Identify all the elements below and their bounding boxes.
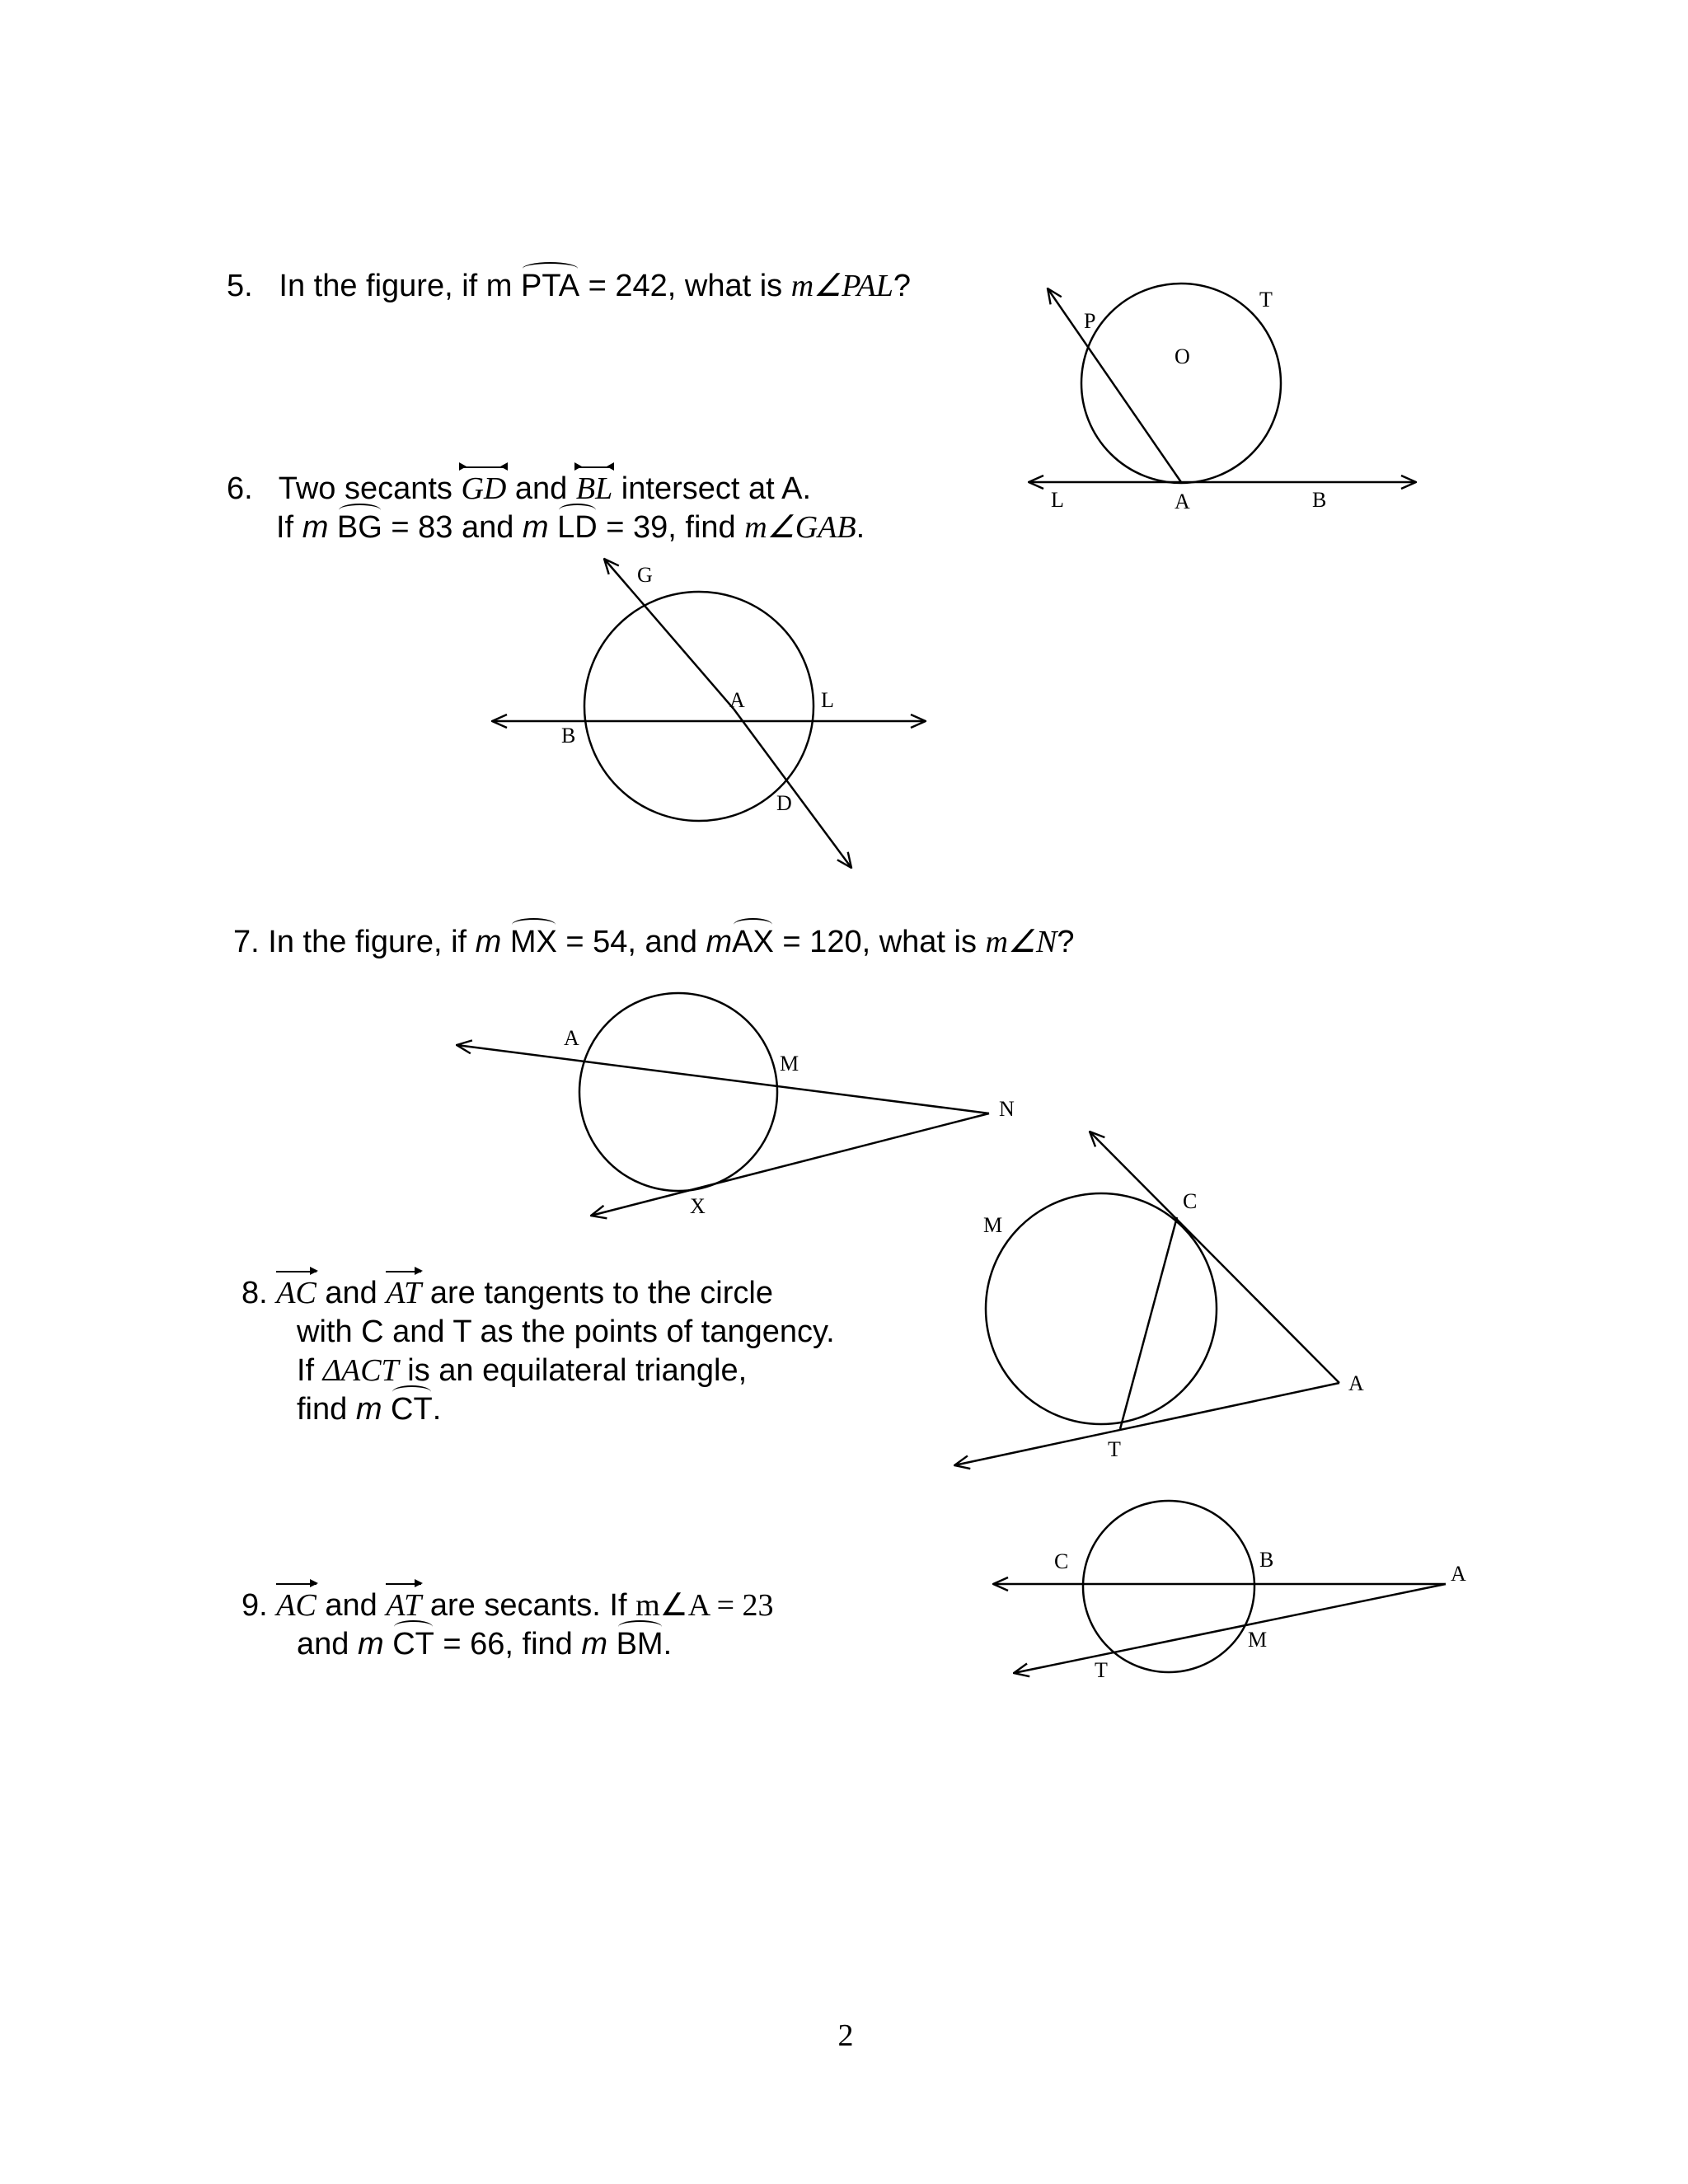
label-t: T [1108,1437,1121,1461]
label-x: X [690,1194,706,1218]
question-text: find [297,1392,356,1427]
question-number: 8. [241,1276,268,1310]
measure-m: m [706,925,733,959]
circle-o [1081,284,1281,483]
label-b: B [561,724,576,748]
question-number: 5. [227,269,253,303]
secant-na [457,1045,989,1113]
figure-7 [457,993,989,1216]
circle [584,592,814,821]
measure-m: m [522,510,549,545]
question-number: 6. [227,471,253,506]
measure-m: m [475,925,502,959]
label-d: D [776,791,792,815]
question-text: are tangents to the circle [421,1276,773,1310]
label-l: L [821,688,834,712]
page-number: 2 [837,2018,854,2053]
label-a: A [729,688,745,712]
arc-bg: BG [337,509,382,547]
ray-ac: AC [276,1274,316,1313]
circle [986,1193,1217,1424]
question-text: . [856,510,865,545]
figure-8 [954,1132,1339,1465]
question-number: 9. [241,1588,268,1623]
question-text: is an equilateral triangle, [398,1353,748,1388]
label-c: C [1054,1549,1069,1573]
ray-at: AT [386,1274,421,1313]
measure-m: m [581,1627,608,1661]
secant-ray-at [1014,1584,1446,1673]
label-b: B [1312,488,1327,512]
question-8-line-2: with C and T as the points of tangency. [297,1315,835,1349]
tangent-ray-ac [1090,1132,1339,1383]
question-text: and [316,1588,387,1623]
circle [579,993,777,1191]
label-t: T [1259,288,1273,312]
question-text: intersect at A. [612,471,812,506]
label-m: M [780,1052,799,1076]
arc-ct: CT [392,1625,434,1664]
question-text: and [506,471,576,506]
question-text: = 54, and [556,925,706,959]
figure-7-labels [564,1026,1015,1218]
angle-n: m∠N [985,925,1057,959]
question-text: ? [1057,925,1075,959]
question-text: are secants. If [421,1588,636,1623]
chord-ct [1120,1217,1177,1429]
circle [1083,1501,1254,1672]
arc-pta: PTA [521,267,579,306]
question-text: = 39, find [597,510,745,545]
label-a: A [1348,1371,1364,1395]
angle-a-equation: m∠A = 23 [635,1588,774,1623]
label-a: A [564,1026,579,1050]
figure-9 [993,1501,1446,1673]
label-g: G [637,563,653,587]
ray-ac: AC [276,1586,316,1625]
question-text: and [316,1276,387,1310]
line-gd: GD [461,470,506,509]
line-bl: BL [576,470,612,509]
question-text: If [276,510,302,545]
arc-ld: LD [557,509,598,547]
question-text: Two secants [278,471,462,506]
figure-9-labels [1054,1548,1466,1682]
triangle-act: ΔACT [322,1353,399,1388]
label-t: T [1095,1658,1108,1682]
figure-5-labels [1051,288,1326,513]
arc-mx: MX [510,923,557,962]
question-text: In the figure, if m [279,269,521,303]
measure-m: m [355,1392,382,1427]
question-text: = 66, find [434,1627,582,1661]
label-l: L [1051,488,1064,512]
angle-gab: m∠GAB [744,510,856,545]
tangent-ray-at [954,1383,1339,1465]
question-text: = 242, what is [579,269,791,303]
chord-ray-ap [1048,288,1181,482]
label-b: B [1259,1548,1274,1572]
measure-m: m [302,510,329,545]
ray-at: AT [386,1586,421,1625]
figure-6-labels [561,563,834,815]
label-a: A [1175,490,1190,513]
label-m: M [1248,1628,1268,1652]
question-text: = 83 and [382,510,523,545]
question-text: If [297,1353,323,1388]
secant-gd [734,709,851,868]
question-text: . [432,1392,442,1427]
arc-ct: CT [391,1390,433,1429]
label-m: M [983,1213,1003,1237]
arc-ax: AX [732,923,774,962]
tangent-nx [591,1113,989,1216]
question-number: 7. [233,925,260,959]
label-o: O [1175,344,1190,368]
question-text: ? [893,269,912,303]
question-text: and [297,1627,358,1661]
question-text: . [663,1627,673,1661]
arc-bm: BM [617,1625,663,1664]
label-a: A [1451,1562,1466,1586]
angle-pal: m∠PAL [790,269,893,303]
label-c: C [1183,1189,1198,1213]
figure-6 [492,559,926,868]
question-text: In the figure, if [268,925,476,959]
secant-gd [604,559,734,709]
question-text: = 120, what is [773,925,986,959]
label-p: P [1084,309,1096,333]
label-n: N [999,1097,1015,1121]
measure-m: m [357,1627,384,1661]
